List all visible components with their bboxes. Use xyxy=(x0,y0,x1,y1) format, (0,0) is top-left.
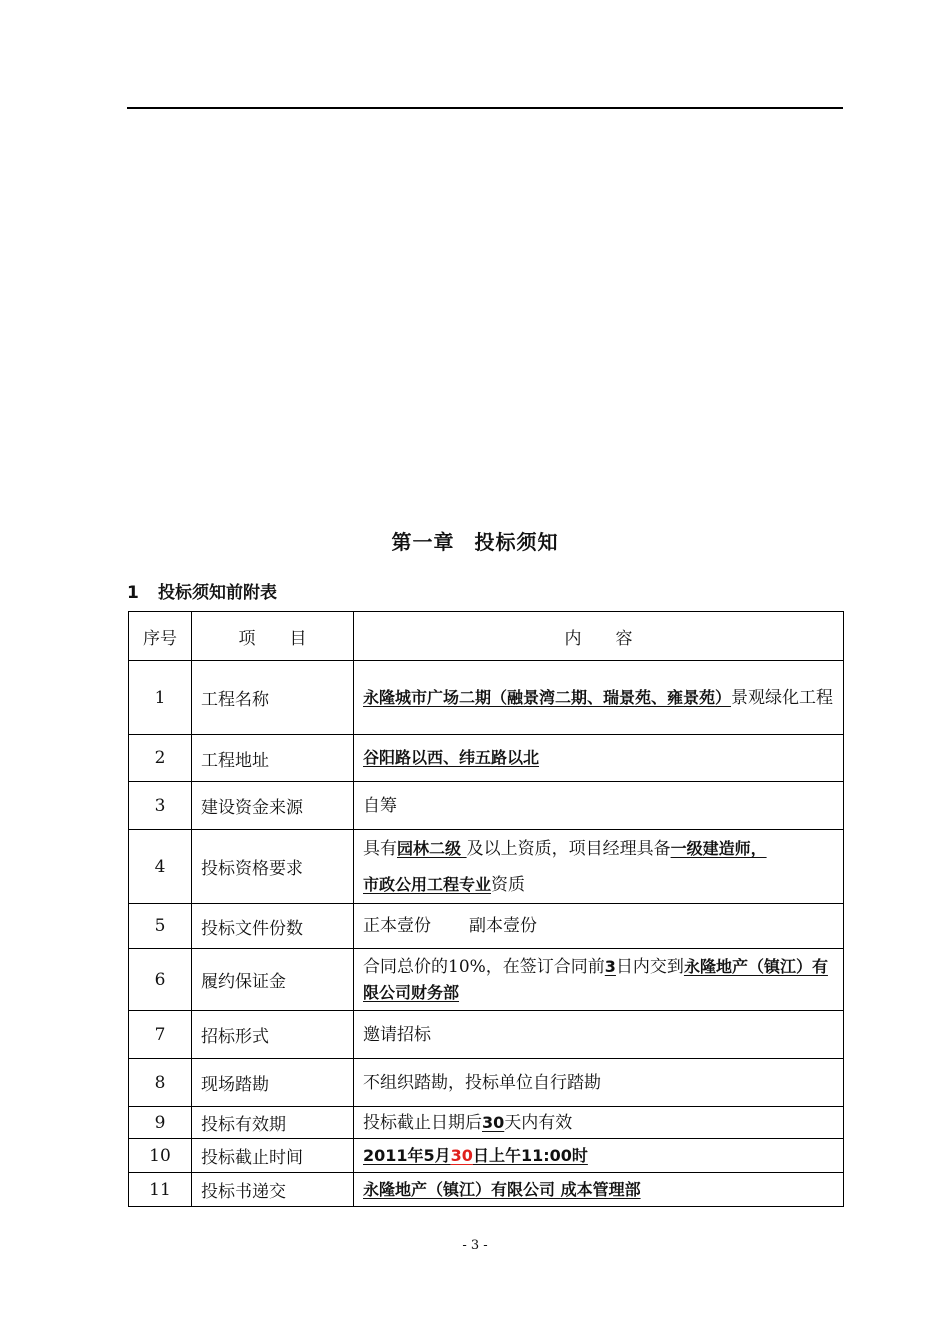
highlight-day: 30 xyxy=(450,1145,473,1165)
row-content: 谷阳路以西、纬五路以北 xyxy=(354,735,844,782)
section-number: 1 xyxy=(127,583,139,603)
row-number: 8 xyxy=(129,1059,192,1107)
row-number: 7 xyxy=(129,1011,192,1059)
row-number: 11 xyxy=(129,1173,192,1207)
row-item: 投标文件份数 xyxy=(192,904,354,949)
row-content: 自筹 xyxy=(354,782,844,830)
row-item: 招标形式 xyxy=(192,1011,354,1059)
table-row xyxy=(129,1139,844,1173)
table-row xyxy=(129,1173,844,1207)
table-row xyxy=(129,949,844,1011)
row-item: 投标资格要求 xyxy=(192,830,354,904)
header-item: 项 目 xyxy=(192,612,354,661)
row-number: 2 xyxy=(129,735,192,782)
row-number: 1 xyxy=(129,661,192,735)
header-rule xyxy=(127,107,843,109)
row-item: 建设资金来源 xyxy=(192,782,354,830)
table-row xyxy=(129,904,844,949)
table-row xyxy=(129,661,844,735)
chapter-title: 第一章 投标须知 xyxy=(391,530,559,554)
row-content: 投标截止日期后30天内有效 xyxy=(354,1107,844,1139)
table-row xyxy=(129,830,844,904)
row-item: 履约保证金 xyxy=(192,949,354,1011)
row-number: 10 xyxy=(129,1139,192,1173)
row-number: 6 xyxy=(129,949,192,1011)
row-content: 不组织踏勘，投标单位自行踏勘 xyxy=(354,1059,844,1107)
row-number: 9 xyxy=(129,1107,192,1139)
row-item: 工程名称 xyxy=(192,661,354,735)
row-item: 现场踏勘 xyxy=(192,1059,354,1107)
bid-instructions-table xyxy=(128,611,844,1207)
row-number: 3 xyxy=(129,782,192,830)
row-item: 工程地址 xyxy=(192,735,354,782)
table-header-row xyxy=(129,612,844,661)
row-content: 永隆城市广场二期（融景湾二期、瑞景苑、雍景苑）景观绿化工程 xyxy=(354,661,844,735)
table-row xyxy=(129,1059,844,1107)
row-content: 永隆地产（镇江）有限公司 成本管理部 xyxy=(354,1173,844,1207)
row-content: 具有园林二级 及以上资质，项目经理具备一级建造师， 市政公用工程专业资质 xyxy=(354,830,844,904)
row-number: 4 xyxy=(129,830,192,904)
row-item: 投标书递交 xyxy=(192,1173,354,1207)
table-row xyxy=(129,1107,844,1139)
page-number: - 3 - xyxy=(462,1238,488,1253)
row-item: 投标有效期 xyxy=(192,1107,354,1139)
table-row xyxy=(129,1011,844,1059)
row-item: 投标截止时间 xyxy=(192,1139,354,1173)
table-row xyxy=(129,735,844,782)
table-row xyxy=(129,782,844,830)
row-content: 正本壹份 副本壹份 xyxy=(354,904,844,949)
header-content: 内 容 xyxy=(354,612,844,661)
row-number: 5 xyxy=(129,904,192,949)
section-title: 投标须知前附表 xyxy=(158,583,277,603)
header-no: 序号 xyxy=(129,612,192,661)
section-heading xyxy=(127,578,277,603)
row-content: 合同总价的10%，在签订合同前3日内交到永隆地产（镇江）有限公司财务部 xyxy=(354,949,844,1011)
row-content: 2011年5月30日上午11:00时 xyxy=(354,1139,844,1173)
row-content: 邀请招标 xyxy=(354,1011,844,1059)
